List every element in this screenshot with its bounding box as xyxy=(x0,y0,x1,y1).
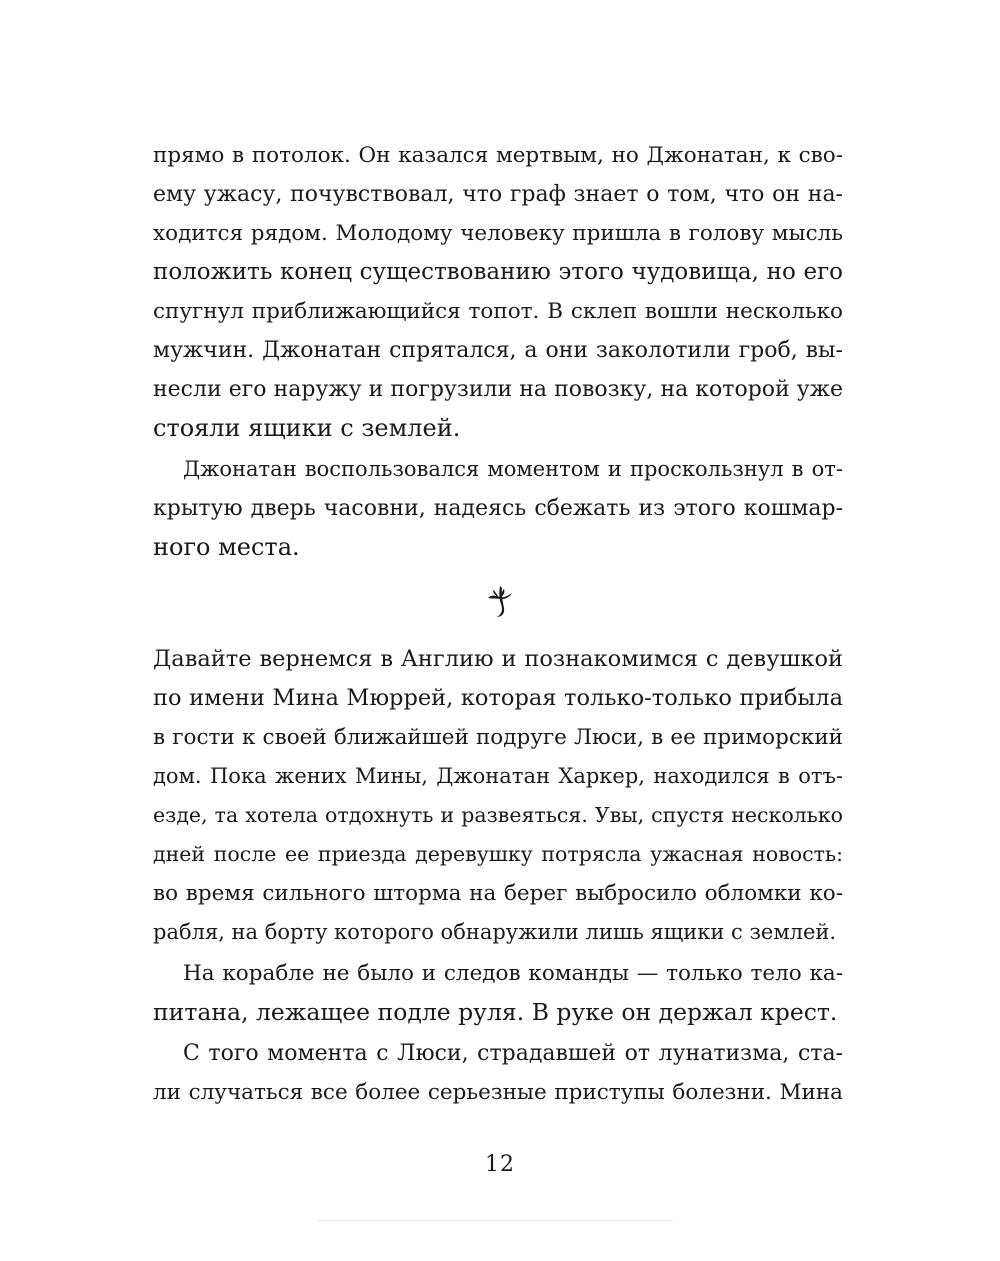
text-line: Джонатан воспользовался моментом и проскользнул в от- xyxy=(183,457,843,481)
page-number: 12 xyxy=(485,1152,515,1177)
text-line: ему ужасу, почувствовал, что граф знает о том, что он на- xyxy=(153,182,843,207)
text-line: питана, лежащее подле руля. В руке он держал крест. xyxy=(153,998,838,1026)
text-line: дом. Пока жених Мины, Джонатан Харкер, находился в отъ- xyxy=(153,764,843,788)
text-line: во время сильного шторма на берег выбросило обломки ко- xyxy=(153,881,843,906)
text-line: Давайте вернемся в Англию и познакомимся с девушкой xyxy=(153,646,843,672)
text-line: ли случаться все более серьезные приступы болезни. Мина xyxy=(153,1080,843,1105)
text-line: мужчин. Джонатан спрятался, а они заколотили гроб, вы- xyxy=(153,338,843,363)
text-line: спугнул приближающийся топот. В склеп вошли несколько xyxy=(153,299,843,324)
text-line: ходится рядом. Молодому человеку пришла в голову мысль xyxy=(153,221,843,246)
text-line: рабля, на борту которого обнаружили лишь ящики с землей. xyxy=(153,920,837,944)
text-line: по имени Мина Мюррей, которая только-только прибыла xyxy=(153,685,843,711)
bottom-divider xyxy=(317,1220,673,1221)
text-line: положить конец существованию этого чудовища, но его xyxy=(153,259,843,285)
fleuron-ornament-icon xyxy=(475,580,525,620)
text-line: дней после ее приезда деревушку потрясла ужасная новость: xyxy=(153,842,843,866)
text-line: езде, та хотела отдохнуть и развеяться. Увы, спустя несколько xyxy=(153,803,843,827)
text-line: На корабле не было и следов команды — только тело ка- xyxy=(183,961,843,986)
text-line: стояли ящики с землей. xyxy=(153,414,461,442)
text-line: ного места. xyxy=(153,533,300,561)
text-line: несли его наружу и погрузили на повозку, на которой уже xyxy=(153,377,843,402)
text-line: крытую дверь часовни, надеясь сбежать из этого кошмар- xyxy=(153,496,843,521)
text-line: прямо в потолок. Он казался мертвым, но Джонатан, к сво- xyxy=(153,143,843,168)
text-line: С того момента с Люси, страдавшей от лунатизма, ста- xyxy=(183,1041,843,1066)
text-line: в гости к своей ближайшей подруге Люси, в ее приморский xyxy=(153,725,843,750)
